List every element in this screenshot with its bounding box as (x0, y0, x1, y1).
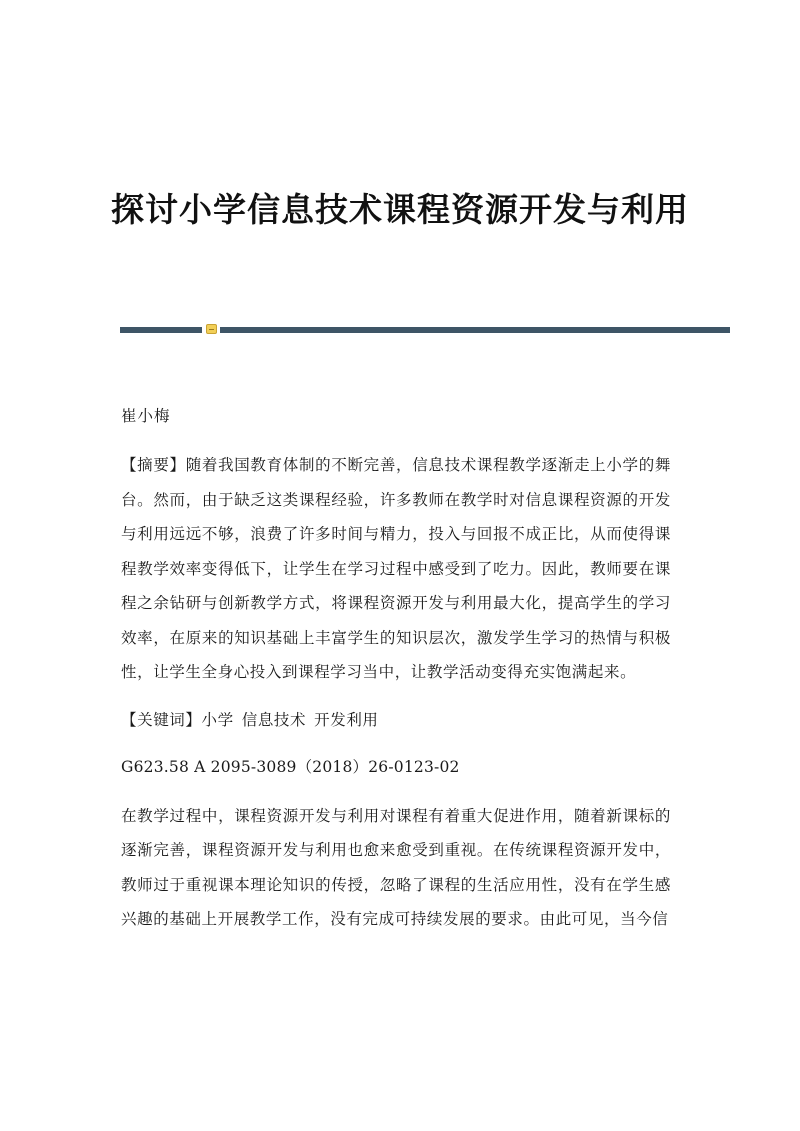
envelope-icon (206, 324, 217, 334)
keywords-label: 【关键词】 (121, 710, 202, 729)
document-body (121, 400, 671, 937)
divider-bar-right (220, 327, 730, 333)
abstract-paragraph (121, 448, 671, 690)
keyword-item: 信息技术 (241, 710, 307, 729)
classification-number: G623.58 A 2095-3089（2018）26-0123-02 (121, 757, 460, 776)
author-name: 崔小梅 (121, 407, 171, 425)
keywords-line (121, 704, 671, 736)
divider-bar-left (120, 327, 202, 333)
abstract-text: 随着我国教育体制的不断完善，信息技术课程教学逐渐走上小学的舞台。然而，由于缺乏这类课程经验，许多教师在教学时对信息课程资源的开发与利用远远不够，浪费了许多时间与精力，投入与回报不成正比，从而使得课程教学效率变得低下，让学生在学习过程中感受到了吃力。因此，教师要在课程之余钻研与创新教学方式，将课程资源开发与利用最大化，提高学生的学习效率，在原来的知识基础上丰富学生的知识层次，激发学生学习的热情与积极性，让学生全身心投入到课程学习当中，让教学活动变得充实饱满起来。 (121, 456, 671, 681)
title-divider (120, 324, 730, 334)
body-paragraph: 在教学过程中，课程资源开发与利用对课程有着重大促进作用，随着新课标的逐渐完善，课程资源开发与利用也愈来愈受到重视。在传统课程资源开发中，教师过于重视课本理论知识的传授，忽略了课程的生活应用性，没有在学生感兴趣的基础上开展教学工作，没有完成可持续发展的要求。由此可见，当今信 (121, 806, 671, 928)
abstract-label: 【摘要】 (121, 456, 186, 474)
keyword-item: 小学 (201, 710, 234, 729)
document-title: 探讨小学信息技术课程资源开发与利用 (111, 190, 689, 229)
keyword-item: 开发利用 (314, 710, 379, 729)
